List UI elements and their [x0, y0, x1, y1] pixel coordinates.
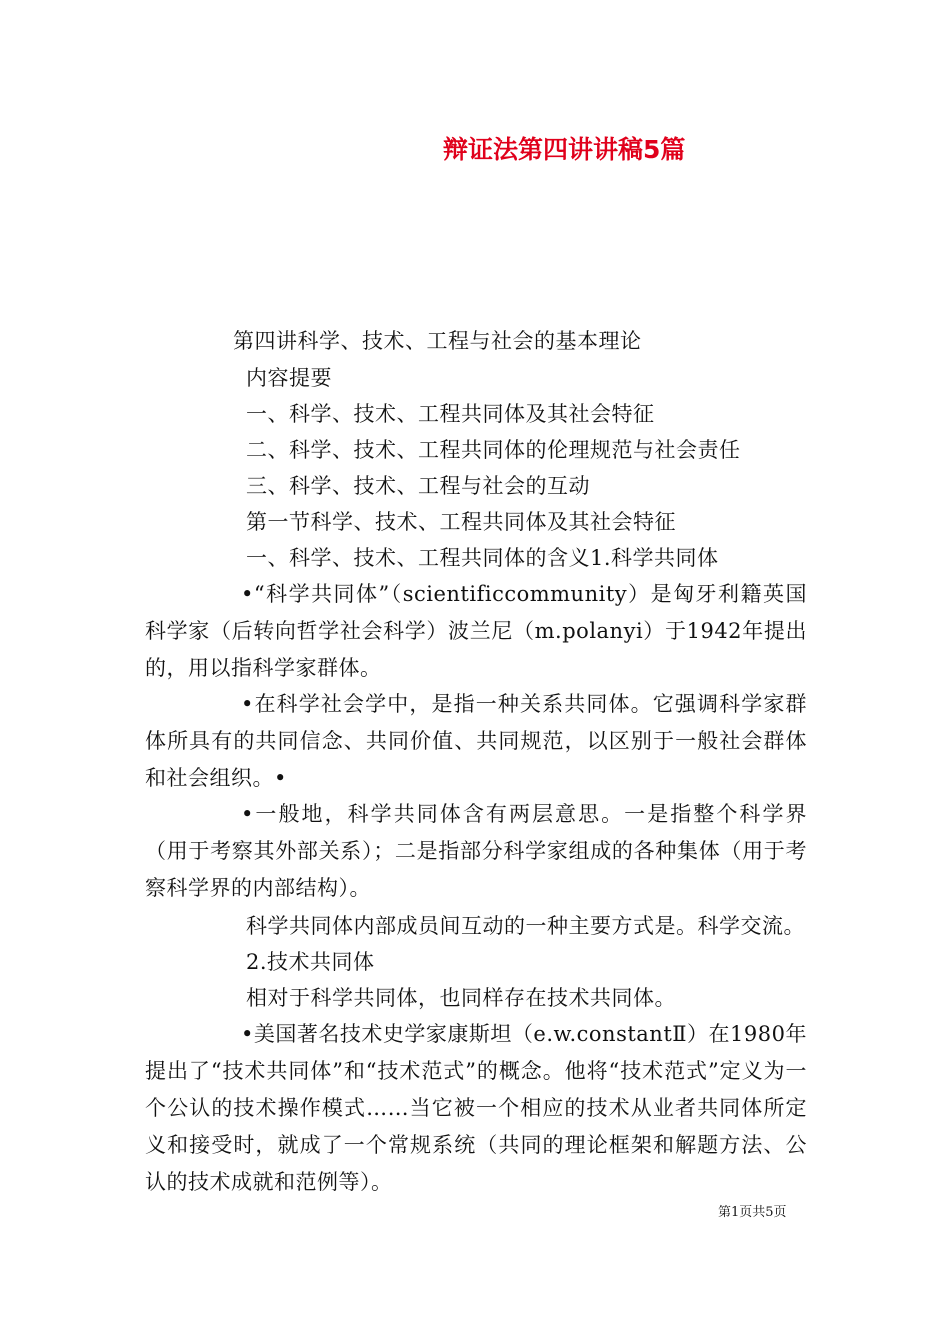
paragraph-text: •在科学社会学中，是指一种关系共同体。它强调科学家群体所具有的共同信念、共同价值、共同规范，以区别于一般社会群体和社会组织。•	[145, 692, 807, 790]
subsection-title: 一、科学、技术、工程共同体的含义1.科学共同体	[246, 546, 719, 570]
summary-label: 内容提要	[246, 366, 332, 390]
tech-heading: 2.技术共同体	[246, 950, 375, 974]
outline-item-1: 一、科学、技术、工程共同体及其社会特征	[246, 402, 655, 426]
page-footer: 第1页共5页	[718, 1205, 787, 1220]
paragraph-scientific-community	[145, 576, 807, 687]
paragraph-text: •一般地，科学共同体含有两层意思。一是指整个科学界（用于考察其外部关系）；二是指部分科学家组成的各种集体（用于考察科学界的内部结构）。	[145, 802, 807, 900]
paragraph-text: •“科学共同体”（scientificcommunity）是匈牙利籍英国科学家（后转向哲学社会科学）波兰尼（m.polanyi）于1942年提出的，用以指科学家群体。	[145, 582, 807, 680]
lecture-heading: 第四讲科学、技术、工程与社会的基本理论	[233, 329, 642, 353]
paragraph-sociology	[145, 686, 807, 797]
interaction-line: 科学共同体内部成员间互动的一种主要方式是。科学交流。	[246, 914, 805, 938]
outline-item-2: 二、科学、技术、工程共同体的伦理规范与社会责任	[246, 438, 741, 462]
paragraph-technical-community	[145, 1016, 807, 1201]
paragraph-text: •美国著名技术史学家康斯坦（e.w.constantⅡ）在1980年提出了“技术共同体”和“技术范式”的概念。他将“技术范式”定义为一个公认的技术操作模式……当它被一个相应的技术从业者共同体所定义和接受时，就成了一个常规系统（共同的理论框架和解题方法、公认的技术成就和范例等）。	[145, 1022, 807, 1194]
document-title: 辩证法第四讲讲稿5篇	[443, 135, 686, 164]
paragraph-two-meanings	[145, 796, 807, 907]
section-title: 第一节科学、技术、工程共同体及其社会特征	[246, 510, 676, 534]
outline-item-3: 三、科学、技术、工程与社会的互动	[246, 474, 590, 498]
tech-intro: 相对于科学共同体，也同样存在技术共同体。	[246, 986, 676, 1010]
